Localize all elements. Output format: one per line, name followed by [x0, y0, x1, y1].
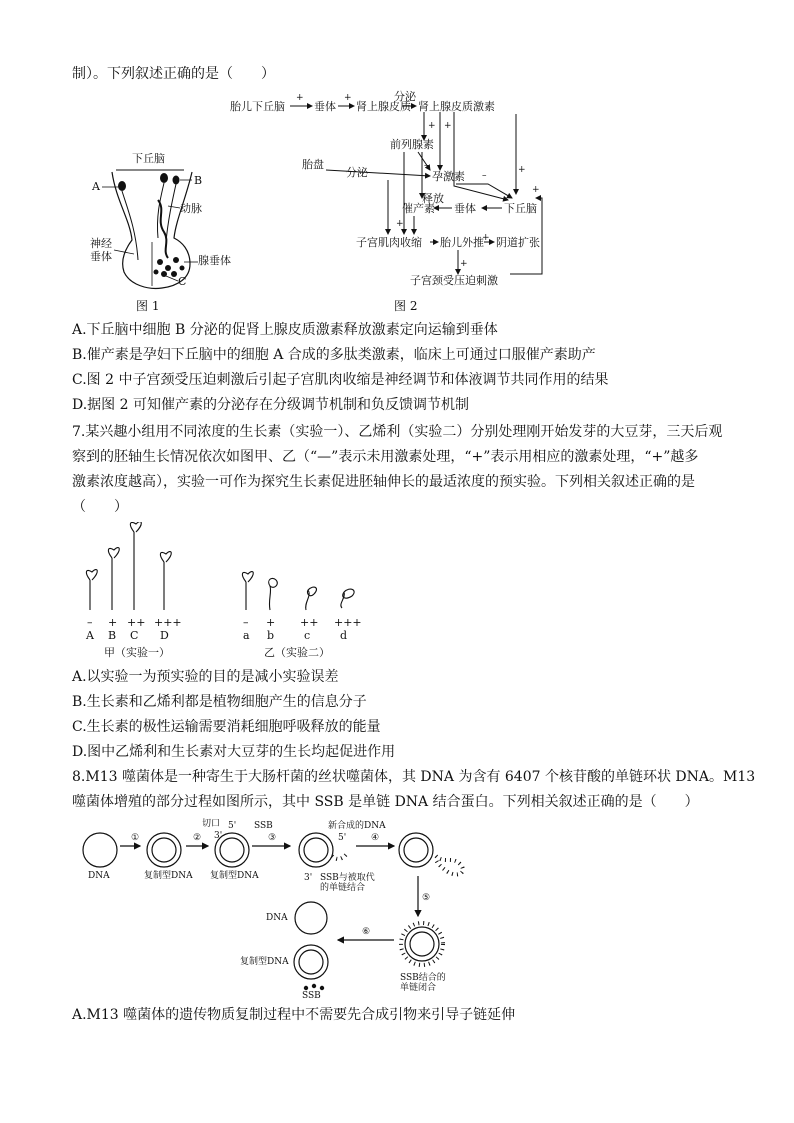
jia-sign-d: +++ [154, 616, 182, 629]
yi-letter-a: a [243, 629, 250, 642]
fig2-secrete-top: 分泌 [394, 90, 416, 103]
fig2-pituitary-top: 垂体 [314, 100, 336, 113]
fig2-plus-8: + [460, 259, 468, 269]
q8-rf-label-1: 复制型DNA [144, 871, 193, 881]
fig2-cervix-pressure: 子宫颈受压迫刺激 [410, 274, 498, 287]
q8-five-prime-b: 5' [338, 833, 347, 843]
q8-ssb-bind-1: SSB与被取代 [320, 873, 375, 883]
q8-step-1: ① [131, 833, 140, 843]
figure-1-hypothalamus-diagram [86, 150, 236, 315]
fig2-plus-1: + [296, 93, 304, 103]
q6-option-a[interactable]: A.下丘脑中细胞 B 分泌的促肾上腺皮质激素释放激素定向运输到垂体 [72, 322, 498, 338]
fig1-title: 下丘脑 [132, 152, 165, 165]
q7-option-a[interactable]: A.以实验一为预实验的目的是减小实验误差 [72, 669, 339, 685]
fig2-hypothalamus: 下丘脑 [504, 202, 537, 215]
yi-sign-b: + [266, 616, 276, 629]
yi-letter-c: c [304, 629, 311, 642]
q8-stem-line-1: 8.M13 噬菌体是一种寄生于大肠杆菌的丝状噬菌体，其 DNA 为含有 6407 个核苷酸的单链环状 DNA。M13 [72, 769, 756, 785]
jia-sign-a: – [87, 616, 93, 629]
q6-option-c[interactable]: C.图 2 中子宫颈受压迫刺激后引起子宫肌肉收缩是神经调节和体液调节共同作用的结果 [72, 372, 609, 388]
jia-caption: 甲（实验一） [104, 646, 170, 659]
q8-ssb-top-label: SSB [254, 821, 273, 831]
yi-sign-c: ++ [300, 616, 319, 629]
fig2-minus-2: – [482, 171, 487, 181]
fig1-neuro-label-2: 垂体 [90, 250, 112, 263]
q7-stem-line-2: 察到的胚轴生长情况依次如图甲、乙（“—”表示未用激素处理，“+”表示用相应的激素处理，“+”越多 [72, 449, 699, 465]
q8-ssb-closed-1: SSB结合的 [400, 973, 446, 983]
fig2-placenta: 胎盘 [302, 158, 324, 171]
fig2-oxytocin: 催产素 [402, 202, 435, 215]
fig2-prostaglandin: 前列腺素 [390, 138, 434, 151]
q6-option-d[interactable]: D.据图 2 可知催产素的分泌存在分级调节机制和负反馈调节机制 [72, 397, 469, 413]
q7-stem-line-4: （ ） [72, 499, 128, 515]
q7-stem-line-1: 7.某兴趣小组用不同浓度的生长素（实验一）、乙烯利（实验二）分别处理刚开始发芽的大豆芽，三天后观 [72, 424, 723, 440]
fig2-fetal-push: 胎儿外推 [440, 236, 484, 249]
fig2-plus-5: + [518, 165, 526, 175]
fig2-pituitary-mid: 垂体 [454, 202, 476, 215]
fig2-secrete-mid: 分泌 [346, 166, 368, 179]
q8-ssb-closed-2: 单链闭合 [400, 983, 437, 993]
fig2-progesterone: 孕激素 [432, 170, 465, 183]
q8-five-prime-a: 5' [228, 821, 237, 831]
fig2-fetal-hypothalamus: 胎儿下丘脑 [230, 100, 285, 113]
q8-rf-out-label: 复制型DNA [240, 957, 289, 967]
jia-letter-c: C [130, 629, 139, 642]
figure-2-hormone-flowchart [226, 88, 556, 314]
fig2-adrenal-cortex: 肾上腺皮质 [356, 100, 411, 113]
fig2-plus-2: + [344, 93, 352, 103]
fig2-plus-9: + [532, 185, 540, 195]
q7-seedling-figure [76, 522, 366, 662]
jia-sign-c: ++ [127, 616, 146, 629]
q8-new-dna-label: 新合成的DNA [328, 821, 386, 831]
fig1-adeno-label: 腺垂体 [198, 254, 231, 267]
yi-sign-a: – [243, 616, 249, 629]
yi-sign-d: +++ [334, 616, 362, 629]
jia-letter-d: D [160, 629, 169, 642]
yi-caption: 乙（实验二） [264, 646, 330, 659]
fig2-uterine-contraction: 子宫肌肉收缩 [356, 236, 422, 249]
fig2-minus-1: – [424, 161, 429, 171]
q8-step-5: ⑤ [422, 893, 431, 903]
q8-three-prime-a: 3' [214, 831, 223, 841]
q8-dna-out-label: DNA [266, 913, 288, 923]
fig2-adrenal-hormone: 肾上腺皮质激素 [418, 100, 495, 113]
q8-ssb-out-label: SSB [302, 991, 321, 998]
q7-stem-line-3: 激素浓度越高），实验一可作为探究生长素促进胚轴伸长的最适浓度的预实验。下列相关叙述正确的是 [72, 474, 695, 490]
q8-step-2: ② [193, 833, 202, 843]
fig1-artery-label: 动脉 [180, 202, 202, 215]
fig1-label-c: C [178, 275, 187, 288]
fig2-plus-7: + [482, 233, 490, 243]
fig2-caption: 图 2 [394, 299, 418, 313]
jia-letter-b: B [108, 629, 117, 642]
fig1-neuro-label-1: 神经 [90, 237, 112, 250]
q8-dna-label: DNA [88, 871, 110, 881]
yi-letter-b: b [267, 629, 275, 642]
q8-option-a[interactable]: A.M13 噬菌体的遗传物质复制过程中不需要先合成引物来引导子链延伸 [72, 1007, 516, 1023]
jia-sign-b: + [108, 616, 118, 629]
fig2-vaginal-dilation: 阴道扩张 [496, 236, 540, 249]
q8-step-3: ③ [268, 833, 277, 843]
yi-letter-d: d [340, 629, 348, 642]
fig1-caption: 图 1 [136, 299, 160, 313]
q8-stem-line-2: 噬菌体增殖的部分过程如图所示，其中 SSB 是单链 DNA 结合蛋白。下列相关叙述正确的是（ ） [72, 794, 699, 810]
q8-step-6: ⑥ [362, 927, 371, 937]
q8-nick-label: 切口 [202, 819, 221, 829]
fig2-release: 释放 [422, 192, 444, 205]
fig1-label-a: A [92, 180, 100, 193]
q8-step-4: ④ [371, 833, 380, 843]
q8-m13-replication-diagram [76, 816, 496, 998]
q6-stem: 制）。下列叙述正确的是（ ） [72, 66, 275, 82]
q7-option-b[interactable]: B.生长素和乙烯利都是植物细胞产生的信息分子 [72, 694, 367, 710]
q8-three-prime-b: 3' [304, 873, 313, 883]
fig2-plus-3: + [428, 121, 436, 131]
q8-ssb-bind-2: 的单链结合 [320, 883, 366, 893]
fig2-plus-4: + [444, 121, 452, 131]
fig1-label-b: B [194, 174, 203, 187]
jia-letter-a: A [86, 629, 94, 642]
q6-option-b[interactable]: B.催产素是孕妇下丘脑中的细胞 A 合成的多肽类激素，临床上可通过口服催产素助产 [72, 347, 596, 363]
fig2-plus-6: + [396, 219, 404, 229]
q8-rf-label-2: 复制型DNA [210, 871, 259, 881]
q7-option-c[interactable]: C.生长素的极性运输需要消耗细胞呼吸释放的能量 [72, 719, 381, 735]
q7-option-d[interactable]: D.图中乙烯利和生长素对大豆芽的生长均起促进作用 [72, 744, 396, 760]
